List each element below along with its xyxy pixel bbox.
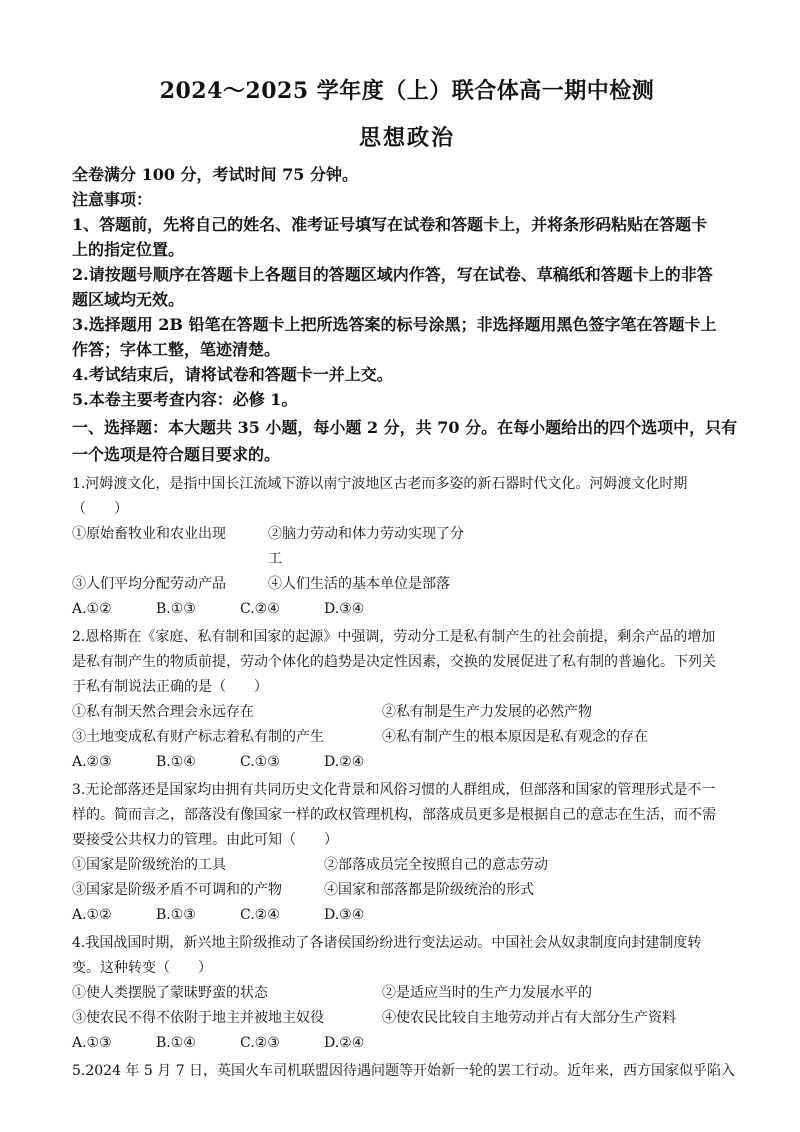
choice: C.②④	[240, 601, 280, 617]
option: ②脑力劳动和体力劳动实现了分工	[268, 526, 464, 567]
question-stem: 2.恩格斯在《家庭、私有制和国家的起源》中强调，劳动分工是私有制产生的社会前提，剩余产品的增加	[72, 629, 716, 645]
choice: A.①③	[72, 1035, 112, 1051]
question-stem: （ ）	[72, 501, 128, 517]
option: ④使农民比较自主地劳动并占有大部分生产资料	[382, 1010, 676, 1026]
note-line: 2.请按题号顺序在答题卡上各题目的答题区域内作答，写在试卷、草稿纸和答题卡上的非答	[72, 265, 713, 284]
question-stem: 5.2024 年 5 月 7 日，英国火车司机联盟因待遇问题等开始新一轮的罢工行动。近年来，西方国家似乎陷入	[72, 1063, 736, 1079]
choice: B.①③	[156, 907, 196, 923]
subject-title: 思想政治	[358, 125, 455, 151]
choice: D.②④	[324, 1035, 365, 1051]
option-row	[72, 853, 742, 878]
choice-row	[72, 903, 742, 928]
option-row	[72, 1006, 742, 1031]
exam-title: 2024～2025 学年度（上）联合体高一期中检测	[159, 78, 655, 104]
question-1	[72, 472, 742, 622]
choice: B.①④	[156, 1035, 196, 1051]
option: ④私有制产生的根本原因是私有观念的存在	[382, 729, 648, 745]
option: ②私有制是生产力发展的必然产物	[382, 704, 592, 720]
notes-heading: 注意事项：	[72, 190, 153, 209]
section-line: 一个选项是符合题目要求的。	[72, 445, 281, 464]
question-3	[72, 778, 742, 928]
note-line: 作答；字体工整，笔迹清楚。	[72, 340, 281, 359]
note-line: 1、答题前，先将自己的姓名、准考证号填写在试卷和答题卡上，并将条形码粘贴在答题卡	[72, 215, 708, 234]
choice: D.③④	[324, 601, 365, 617]
question-stem: 3.无论部落还是国家均由拥有共同历史文化背景和风俗习惯的人群组成，但部落和国家的管理形式是不一	[72, 782, 716, 798]
question-stem: 是私有制产生的物质前提，劳动个体化的趋势是决定性因素，交换的发展促进了私有制的普遍化。下列关	[72, 654, 716, 670]
note-line: 3.选择题用 2B 铅笔在答题卡上把所选答案的标号涂黑；非选择题用黑色签字笔在答题卡上	[72, 315, 717, 334]
section-line: 一、选择题：本大题共 35 小题，每小题 2 分，共 70 分。在每小题给出的四个选项中，只有	[72, 418, 738, 437]
choice: D.③④	[324, 907, 365, 923]
option-row	[72, 725, 742, 750]
choice: A.①②	[72, 907, 112, 923]
question-stem: 于私有制说法正确的是（ ）	[72, 679, 268, 695]
choice: A.①②	[72, 601, 112, 617]
note-line: 上的指定位置。	[72, 240, 185, 259]
question-stem: 1.河姆渡文化，是指中国长江流域下游以南宁波地区古老而多姿的新石器时代文化。河姆渡文化时期	[72, 476, 688, 492]
question-stem: 样的。简而言之，部落没有像国家一样的政权管理机构，部落成员更多是根据自己的意志在生活，而不需	[72, 807, 716, 823]
question-4	[72, 931, 742, 1056]
option: ①国家是阶级统治的工具	[72, 857, 226, 873]
choice-row	[72, 597, 742, 622]
question-stem: 变。这种转变（ ）	[72, 960, 212, 976]
option: ③土地变成私有财产标志着私有制的产生	[72, 729, 324, 745]
option: ①私有制天然合理会永远存在	[72, 704, 254, 720]
option-row	[72, 878, 742, 903]
option: ②是适应当时的生产力发展水平的	[382, 985, 592, 1001]
choice: C.①③	[240, 754, 280, 770]
option-row	[72, 572, 742, 597]
choice: C.②③	[240, 1035, 280, 1051]
choice: D.②④	[324, 754, 365, 770]
option: ③使农民不得不依附于地主并被地主奴役	[72, 1010, 324, 1026]
notes-block	[72, 212, 742, 412]
option-row	[72, 522, 742, 572]
option: ①原始畜牧业和农业出现	[72, 526, 226, 542]
option-row	[72, 981, 742, 1006]
note-line: 题区域均无效。	[72, 290, 185, 309]
option: ④国家和部落都是阶级统治的形式	[324, 882, 534, 898]
question-stem: 要接受公共权力的管理。由此可知（ ）	[72, 832, 338, 848]
option: ②部落成员完全按照自己的意志劳动	[324, 857, 548, 873]
section-heading	[72, 414, 742, 468]
choice: A.②③	[72, 754, 112, 770]
score-time-line: 全卷满分 100 分，考试时间 75 分钟。	[72, 165, 358, 184]
option: ④人们生活的基本单位是部落	[268, 576, 450, 592]
option-row	[72, 700, 742, 725]
option: ①使人类摆脱了蒙昧野蛮的状态	[72, 985, 268, 1001]
choice: C.②④	[240, 907, 280, 923]
choice: B.①③	[156, 601, 196, 617]
question-5	[72, 1059, 742, 1084]
question-stem: 4.我国战国时期，新兴地主阶级推动了各诸侯国纷纷进行变法运动。中国社会从奴隶制度向封建制度转	[72, 935, 702, 951]
question-2	[72, 625, 742, 775]
note-line: 5.本卷主要考查内容：必修 1。	[72, 390, 298, 409]
option: ③国家是阶级矛盾不可调和的产物	[72, 882, 282, 898]
choice-row	[72, 750, 742, 775]
note-line: 4.考试结束后，请将试卷和答题卡一并上交。	[72, 365, 393, 384]
option: ③人们平均分配劳动产品	[72, 576, 226, 592]
choice: B.①④	[156, 754, 196, 770]
choice-row	[72, 1031, 742, 1056]
